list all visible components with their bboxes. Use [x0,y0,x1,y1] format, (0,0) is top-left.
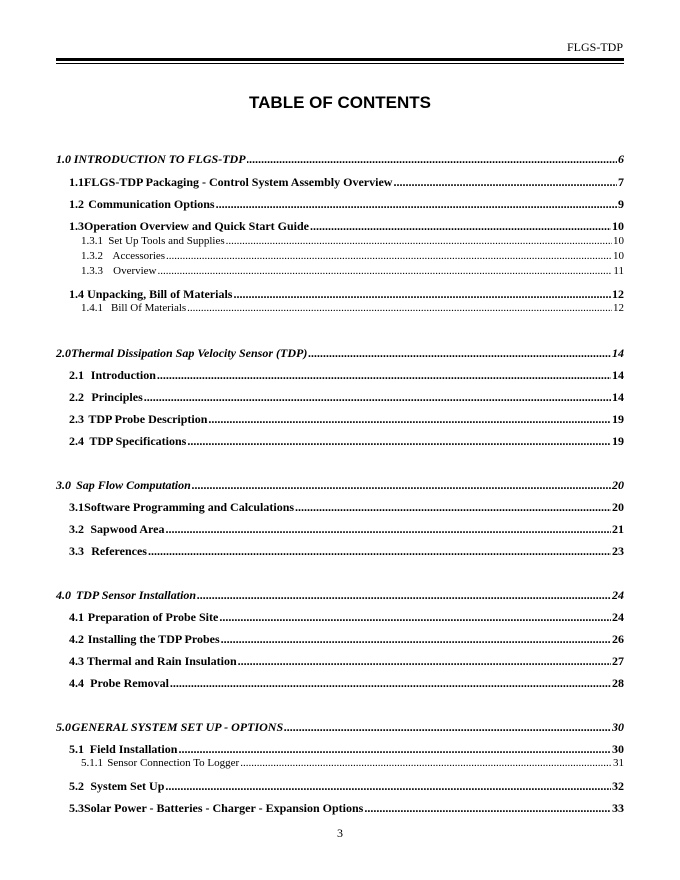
toc-leader-dots [219,610,611,625]
toc-entry[interactable] [56,522,624,537]
toc-entry-title: GENERAL SYSTEM SET UP - OPTIONS [71,720,284,734]
toc-entry[interactable] [56,197,624,212]
toc-leader-dots [148,544,611,559]
toc-entry-title: Bill Of Materials [111,302,187,314]
toc-entry-number: 2.2 [69,390,84,404]
toc-entry[interactable] [56,779,624,794]
toc-entry-number: 4.0 [56,588,71,602]
toc-entry-page: 30 [612,720,624,734]
toc-entry-page: 28 [612,676,624,690]
toc-leader-dots [221,632,611,647]
toc-entry[interactable] [56,302,624,314]
toc-leader-dots [393,175,617,190]
toc-entry-title: Thermal and Rain Insulation [86,654,237,668]
toc-entry-title: TDP Probe Description [88,412,208,426]
toc-entry-number: 4.1 [69,610,84,624]
toc-entry-page: 10 [613,250,624,262]
toc-entry-page: 6 [618,152,624,166]
toc-entry-number: 1.3.3 [81,265,103,277]
toc-entry-number: 1.1 [69,175,84,189]
toc-leader-dots [157,368,611,383]
toc-entry-page: 33 [612,801,624,815]
toc-entry-page: 10 [612,219,624,233]
toc-entry-page: 20 [612,478,624,492]
toc-entry[interactable] [56,654,624,669]
page-title: TABLE OF CONTENTS [249,93,431,112]
toc-entry-page: 7 [618,175,624,189]
toc-leader-dots [216,197,617,212]
toc-leader-dots [240,757,612,769]
toc-entry[interactable] [56,434,624,449]
toc-entry-title: Sensor Connection To Logger [107,757,240,769]
toc-entry-page: 24 [612,588,624,602]
toc-entry-page: 19 [612,434,624,448]
toc-entry-title: Set Up Tools and Supplies [108,235,225,247]
toc-entry-page: 12 [613,302,624,314]
toc-entry-title: Principles [91,390,143,404]
toc-entry-number: 4.3 [69,654,84,668]
toc-entry-number: 5.1.1 [81,757,103,769]
toc-entry-page: 11 [613,265,624,277]
toc-leader-dots [238,654,611,669]
toc-entry-title: Communication Options [88,197,215,211]
toc-entry-title: Sapwood Area [90,522,165,536]
toc-entry-title: Field Installation [89,742,178,756]
toc-entry[interactable] [56,500,624,515]
toc-entry[interactable] [56,610,624,625]
toc-leader-dots [165,779,611,794]
toc-entry-title: References [91,544,147,558]
toc-entry-title: TDP Sensor Installation [75,588,197,602]
toc-entry-title: Sap Flow Computation [76,478,191,492]
toc-leader-dots [295,500,611,515]
toc-entry-number: 5.2 [69,779,84,793]
toc-leader-dots [187,434,611,449]
toc-entry-page: 19 [612,412,624,426]
header-rule-thin [56,63,624,64]
toc-entry[interactable] [56,250,624,262]
toc-entry-number: 5.0 [56,720,71,734]
toc-entry[interactable] [56,676,624,691]
toc-entry-number: 2.4 [69,434,84,448]
toc-leader-dots [197,588,611,603]
toc-entry-title: Introduction [90,368,156,382]
toc-leader-dots [178,742,611,757]
toc-entry-title: Operation Overview and Quick Start Guide [84,219,309,233]
toc-leader-dots [166,250,612,262]
toc-entry-number: 1.3.1 [81,235,103,247]
toc-entry-number: 3.3 [69,544,84,558]
toc-entry-number: 3.1 [69,500,84,514]
toc-entry-page: 27 [612,654,624,668]
toc-entry-number: 1.3.2 [81,250,103,262]
toc-entry-number: 1.3 [69,219,84,233]
toc-entry[interactable] [56,412,624,427]
toc-entry-page: 10 [613,235,624,247]
toc-entry[interactable] [56,757,624,769]
toc-entry[interactable] [56,175,624,190]
toc-entry-title: FLGS-TDP Packaging - Control System Assembly Overview [84,175,393,189]
toc-entry[interactable] [56,235,624,247]
toc-leader-dots [247,152,617,167]
toc-entry-number: 2.1 [69,368,84,382]
toc-entry-title: Preparation of Probe Site [87,610,219,624]
toc-entry-page: 12 [612,287,624,301]
toc-leader-dots [166,522,612,537]
toc-entry-page: 32 [612,779,624,793]
toc-entry-page: 20 [612,500,624,514]
toc-entry-page: 21 [612,522,624,536]
toc-entry-number: 1.4 [69,287,84,301]
toc-leader-dots [192,478,611,493]
toc-entry-page: 14 [612,390,624,404]
toc-entry-page: 30 [612,742,624,756]
toc-entry[interactable] [56,742,624,757]
toc-entry[interactable] [56,588,624,603]
toc-entry-page: 23 [612,544,624,558]
toc-entry-title: System Set Up [90,779,165,793]
toc-entry-title: Solar Power - Batteries - Charger - Expansion Options [84,801,364,815]
toc-leader-dots [226,235,612,247]
toc-entry-page: 31 [613,757,624,769]
toc-entry-title: Unpacking, Bill of Materials [87,287,233,301]
toc-entry-title: Overview [113,265,157,277]
page-number: 3 [337,826,343,840]
toc-leader-dots [233,287,611,302]
toc-entry[interactable] [56,390,624,405]
toc-leader-dots [144,390,611,405]
toc-entry-number: 5.1 [69,742,84,756]
header-rule-thick [56,58,624,61]
toc-leader-dots [364,801,611,816]
toc-entry-title: Software Programming and Calculations [84,500,295,514]
toc-entry-title: Thermal Dissipation Sap Velocity Sensor (TDP) [71,346,308,360]
toc-entry-number: 5.3 [69,801,84,815]
toc-entry-title: Accessories [112,250,166,262]
toc-entry[interactable] [56,265,624,277]
toc-entry[interactable] [56,632,624,647]
toc-entry[interactable] [56,801,624,816]
toc-leader-dots [310,219,611,234]
toc-leader-dots [208,412,611,427]
toc-entry-page: 9 [618,197,624,211]
toc-leader-dots [187,302,612,314]
toc-entry-number: 4.4 [69,676,84,690]
toc-entry-title: TDP Specifications [89,434,187,448]
toc-entry[interactable] [56,152,624,167]
toc-leader-dots [284,720,611,735]
toc-entry-number: 2.0 [56,346,71,360]
toc-leader-dots [308,346,611,361]
toc-entry-number: 3.2 [69,522,84,536]
toc-entry[interactable] [56,368,624,383]
toc-entry-page: 24 [612,610,624,624]
toc-entry[interactable] [56,544,624,559]
toc-entry[interactable] [56,287,624,302]
toc-entry-title: Installing the TDP Probes [87,632,220,646]
toc-entry-number: 1.2 [69,197,84,211]
toc-entry-title: Probe Removal [90,676,169,690]
toc-entry[interactable] [56,219,624,234]
toc-entry-number: 4.2 [69,632,84,646]
toc-entry[interactable] [56,720,624,735]
toc-entry-title: INTRODUCTION TO FLGS-TDP [73,152,246,166]
toc-leader-dots [170,676,611,691]
toc-entry-number: 2.3 [69,412,84,426]
toc-entry-page: 14 [612,368,624,382]
toc-entry-page: 14 [612,346,624,360]
header-doc-code: FLGS-TDP [566,40,623,54]
toc-entry[interactable] [56,478,624,493]
toc-leader-dots [158,265,613,277]
toc-entry-number: 1.0 [56,152,71,166]
toc-entry-number: 3.0 [56,478,71,492]
toc-entry-page: 26 [612,632,624,646]
toc-entry[interactable] [56,346,624,361]
toc-entry-number: 1.4.1 [81,302,103,314]
